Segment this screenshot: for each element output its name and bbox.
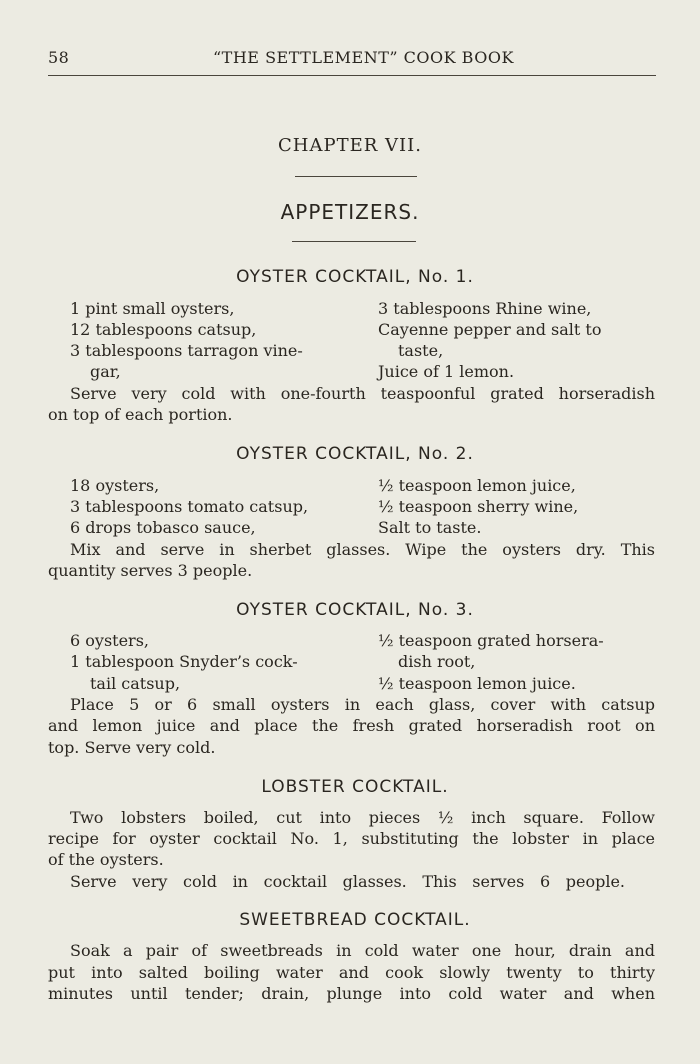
instruction-line: recipe for oyster cocktail No. 1, substituting the lobster in place [48, 829, 655, 848]
recipe-title: OYSTER COCKTAIL, No. 2. [236, 444, 474, 464]
ingredient: taste, [398, 341, 444, 360]
instruction-line: Two lobsters boiled, cut into pieces ½ inch square. Follow [70, 808, 655, 827]
ingredient: tail catsup, [90, 674, 181, 693]
recipe-title: LOBSTER COCKTAIL. [261, 777, 449, 797]
instruction-line: top. Serve very cold. [48, 738, 216, 757]
ingredient: 6 oysters, [70, 631, 149, 650]
section-rule [292, 241, 416, 242]
ingredient: 3 tablespoons tarragon vine- [70, 341, 303, 360]
ingredient: Cayenne pepper and salt to [378, 320, 602, 339]
instruction-line: Place 5 or 6 small oysters in each glass, cover with catsup [70, 695, 655, 714]
header-rule [48, 75, 656, 76]
recipe-title: OYSTER COCKTAIL, No. 3. [236, 600, 474, 620]
instruction-line: quantity serves 3 people. [48, 561, 253, 580]
running-title: “THE SETTLEMENT” COOK BOOK [213, 48, 514, 67]
ingredient: ½ teaspoon lemon juice. [378, 674, 576, 693]
page-number: 58 [48, 48, 70, 67]
recipe-title: SWEETBREAD COCKTAIL. [239, 910, 471, 930]
ingredient: 1 pint small oysters, [70, 299, 235, 318]
ingredient: dish root, [398, 652, 476, 671]
ingredient: Juice of 1 lemon. [378, 362, 515, 381]
chapter-rule [295, 176, 417, 177]
instruction-line: minutes until tender; drain, plunge into cold water and when [48, 984, 655, 1003]
ingredient: 12 tablespoons catsup, [70, 320, 257, 339]
chapter-heading: CHAPTER VII. [278, 135, 422, 156]
ingredient: Salt to taste. [378, 518, 482, 537]
ingredient: 3 tablespoons tomato catsup, [70, 497, 309, 516]
ingredient: ½ teaspoon grated horsera- [378, 631, 604, 650]
ingredient: gar, [90, 362, 121, 381]
instruction-line: Serve very cold with one-fourth teaspoonful grated horseradish [70, 384, 655, 403]
section-title: APPETIZERS. [280, 200, 420, 224]
running-header [48, 48, 658, 70]
instruction-line: Soak a pair of sweetbreads in cold water one hour, drain and [70, 941, 655, 960]
ingredient: 3 tablespoons Rhine wine, [378, 299, 592, 318]
ingredient: 18 oysters, [70, 476, 160, 495]
ingredient: 1 tablespoon Snyder’s cock- [70, 652, 298, 671]
instruction-line: Serve very cold in cocktail glasses. This serves 6 people. [70, 872, 625, 891]
ingredient: ½ teaspoon lemon juice, [378, 476, 576, 495]
instruction-line: and lemon juice and place the fresh grated horseradish root on [48, 716, 655, 735]
instruction-line: put into salted boiling water and cook slowly twenty to thirty [48, 963, 655, 982]
ingredient: ½ teaspoon sherry wine, [378, 497, 579, 516]
instruction-line: on top of each portion. [48, 405, 233, 424]
ingredient: 6 drops tobasco sauce, [70, 518, 256, 537]
recipe-title: OYSTER COCKTAIL, No. 1. [236, 267, 474, 287]
instruction-line: Mix and serve in sherbet glasses. Wipe the oysters dry. This [70, 540, 655, 559]
instruction-line: of the oysters. [48, 850, 164, 869]
